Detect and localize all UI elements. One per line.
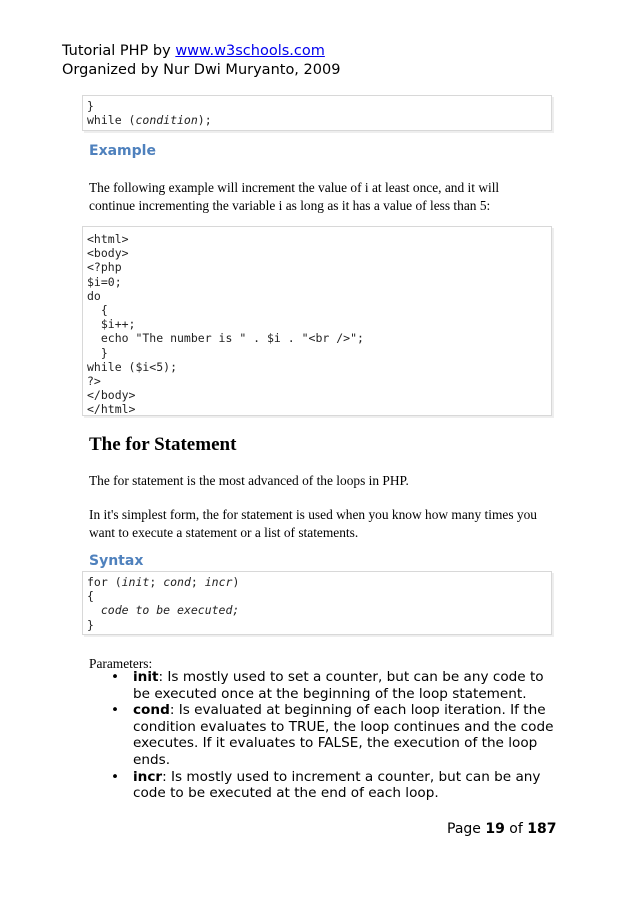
- page-header: [62, 42, 340, 80]
- for-paragraph-2: In it's simplest form, the for statement is used when you know how many times you want to execute a statement or a list of statements.: [89, 507, 537, 540]
- code-block-do-while-syntax: } while (condition);: [82, 95, 552, 131]
- list-item: • init: Is mostly used to set a counter, but can be any code to be executed once at the beginning of the loop statement.: [111, 669, 544, 702]
- syntax-heading: Syntax: [89, 553, 144, 569]
- w3schools-link[interactable]: www.w3schools.com: [175, 43, 325, 59]
- parameters-list: [89, 669, 559, 802]
- bullet-icon: •: [111, 669, 120, 685]
- code-block-example: <html> <body> <?php $i=0; do { $i++; echo "The number is " . $i . "<br />"; } while ($i<5); ?> </body> </html>: [82, 226, 552, 416]
- example-heading: Example: [89, 143, 156, 159]
- bullet-icon: •: [111, 768, 120, 785]
- code-block-for-syntax: for (init; cond; incr) { code to be executed; }: [82, 571, 552, 635]
- header-line-1: Tutorial PHP by www.w3schools.com: [62, 43, 325, 59]
- bullet-icon: •: [111, 702, 120, 719]
- for-statement-heading: The for Statement: [89, 434, 237, 455]
- example-description: The following example will increment the value of i at least once, and it will continue incrementing the variable i as long as it has a value of less than 5:: [89, 180, 500, 213]
- list-item: • cond: Is evaluated at beginning of each loop iteration. If the condition evaluates to TRUE, the loop continues and the code executes. If it evaluates to FALSE, the execution of the loop ends.: [111, 702, 554, 768]
- header-line-2: Organized by Nur Dwi Muryanto, 2009: [62, 62, 341, 78]
- parameters-label: Parameters:: [89, 656, 153, 671]
- for-paragraph-1: The for statement is the most advanced of the loops in PHP.: [89, 473, 409, 488]
- page-number: Page 19 of 187: [447, 821, 557, 837]
- list-item: • incr: Is mostly used to increment a counter, but can be any code to be executed at the end of each loop.: [111, 768, 541, 802]
